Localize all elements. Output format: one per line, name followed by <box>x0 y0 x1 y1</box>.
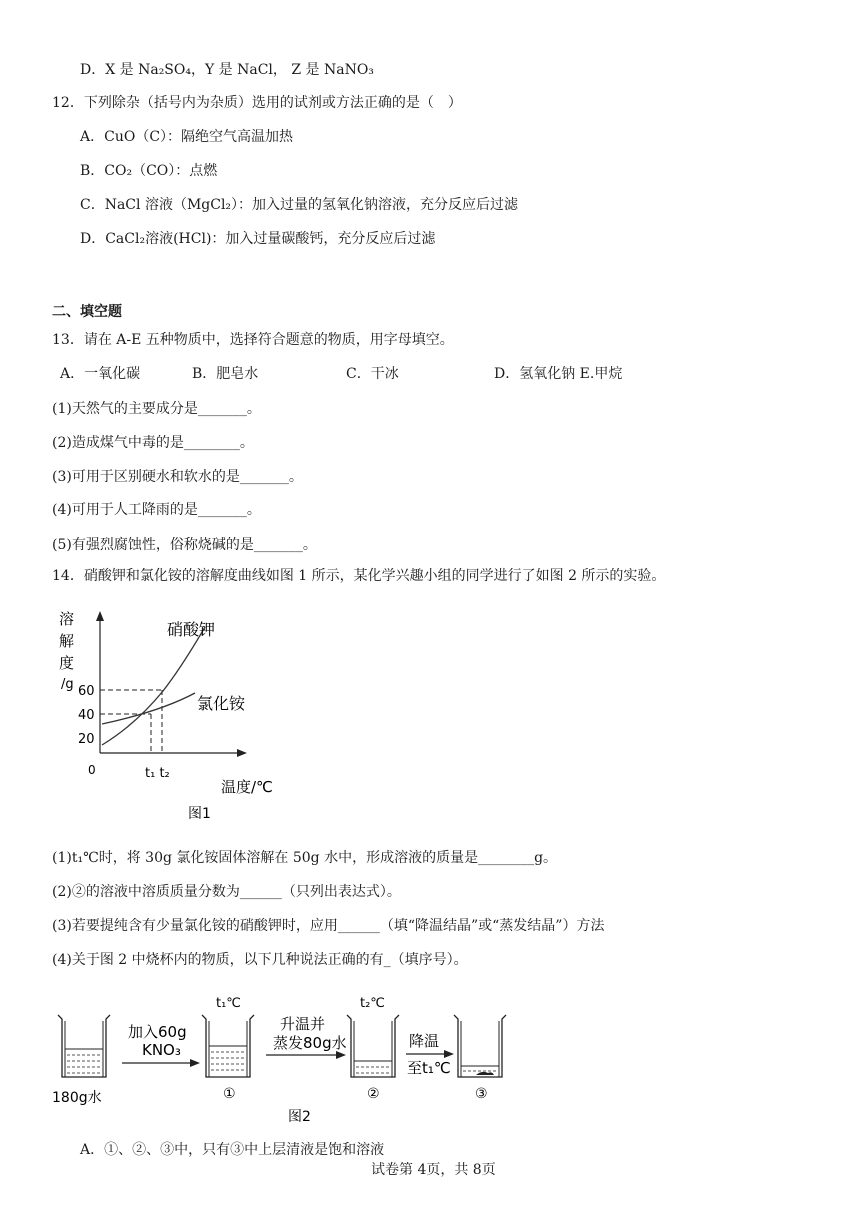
q13-sub-4: (4)可用于人工降雨的是_______。 <box>52 502 261 518</box>
q13-sub-5: (5)有强烈腐蚀性，俗称烧碱的是_______。 <box>52 537 317 553</box>
water-label: 180g水 <box>52 1090 102 1106</box>
q12-option-d: D．CaCl₂溶液(HCl)：加入过量碳酸钙，充分反应后过滤 <box>80 231 436 247</box>
arrow1-text-1: 加入60g <box>128 1023 187 1041</box>
arrow3-text-1: 降温 <box>409 1032 440 1050</box>
beaker-water <box>58 1015 110 1077</box>
beaker-1 <box>202 1015 254 1077</box>
arrow3-head <box>444 1050 454 1058</box>
y-tick-40: 40 <box>78 708 95 723</box>
beaker3-label: ③ <box>475 1086 488 1102</box>
q12-option-a: A．CuO（C）：隔绝空气高温加热 <box>80 129 294 145</box>
figure-2-caption: 图2 <box>288 1109 311 1125</box>
page-footer: 试卷第 4页，共 8页 <box>371 1162 496 1178</box>
q14-sub-2: (2)②的溶液中溶质质量分数为______（只列出表达式）。 <box>52 884 401 900</box>
y-tick-60: 60 <box>78 684 95 699</box>
q14-sub-4: (4)关于图 2 中烧杯内的物质，以下几种说法正确的有_（填序号）。 <box>52 952 468 968</box>
beaker1-label: ① <box>223 1086 236 1102</box>
arrow1-head <box>190 1059 200 1067</box>
q14-sub-3: (3)若要提纯含有少量氯化铵的硝酸钾时，应用______（填“降温结晶”或“蒸发结晶”）方法 <box>52 918 605 934</box>
arrow2-head <box>336 1051 346 1059</box>
q14-sub-1: (1)t₁℃时，将 30g 氯化铵固体溶解在 50g 水中，形成溶液的质量是________g。 <box>52 850 558 866</box>
kno3-curve <box>102 627 205 745</box>
arrow3-text-2: 至t₁℃ <box>407 1059 451 1077</box>
q13-option-b: B．肥皂水 <box>192 366 259 382</box>
beaker-3 <box>454 1015 506 1077</box>
y-axis-arrow <box>96 611 104 621</box>
figure-2-experiment <box>50 985 530 1125</box>
y-label-char-4: /g <box>61 677 74 692</box>
arrow2-text-2: 蒸发80g水 <box>273 1034 347 1052</box>
x-axis-arrow <box>237 749 247 757</box>
question-13: 13．请在 A-E 五种物质中，选择符合题意的物质，用字母填空。 <box>52 332 454 348</box>
beaker1-temp: t₁℃ <box>216 996 241 1011</box>
nh4cl-label: 氯化铵 <box>197 694 246 713</box>
question-14: 14．硝酸钾和氯化铵的溶解度曲线如图 1 所示，某化学兴趣小组的同学进行了如图 2 所示的实验。 <box>52 568 666 584</box>
arrow2-text-1: 升温并 <box>280 1015 326 1033</box>
arrow1-text-2: KNO₃ <box>142 1041 181 1059</box>
beaker2-temp: t₂℃ <box>360 996 385 1011</box>
x-axis-label: 温度/℃ <box>221 778 273 796</box>
q13-sub-1: (1)天然气的主要成分是_______。 <box>52 401 261 417</box>
question-12: 12．下列除杂（括号内为杂质）选用的试剂或方法正确的是（ ） <box>52 95 462 111</box>
y-label-char-2: 解 <box>59 632 75 650</box>
q13-sub-3: (3)可用于区别硬水和软水的是_______。 <box>52 469 303 485</box>
y-tick-20: 20 <box>78 732 95 747</box>
q13-sub-2: (2)造成煤气中毒的是________。 <box>52 435 254 451</box>
q13-option-c: C．干冰 <box>346 366 399 382</box>
figure-1-caption: 图1 <box>188 806 211 822</box>
q11-option-d: D．X 是 Na₂SO₄，Y 是 NaCl， Z 是 NaNO₃ <box>80 62 374 78</box>
beaker2-label: ② <box>367 1086 380 1102</box>
crystals <box>476 1072 494 1075</box>
q12-option-b: B．CO₂（CO）：点燃 <box>80 163 218 179</box>
q13-option-d-e: D．氢氧化钠 E.甲烷 <box>494 366 623 382</box>
q14-option-a: A．①、②、③中，只有③中上层清液是饱和溶液 <box>80 1142 385 1158</box>
q12-option-c: C．NaCl 溶液（MgCl₂）：加入过量的氢氧化钠溶液，充分反应后过滤 <box>80 197 519 213</box>
q13-option-a: A．一氧化碳 <box>60 366 141 382</box>
beaker-2 <box>347 1015 399 1077</box>
nh4cl-curve <box>102 693 195 724</box>
origin-label: 0 <box>88 763 96 777</box>
y-label-char-3: 度 <box>59 654 75 672</box>
figure-1-solubility-chart <box>55 605 295 825</box>
kno3-label: 硝酸钾 <box>167 620 216 639</box>
section-fill-in-title: 二、填空题 <box>52 304 122 320</box>
y-label-char-1: 溶 <box>59 610 75 628</box>
x-ticks-t1-t2: t₁ t₂ <box>145 766 170 781</box>
